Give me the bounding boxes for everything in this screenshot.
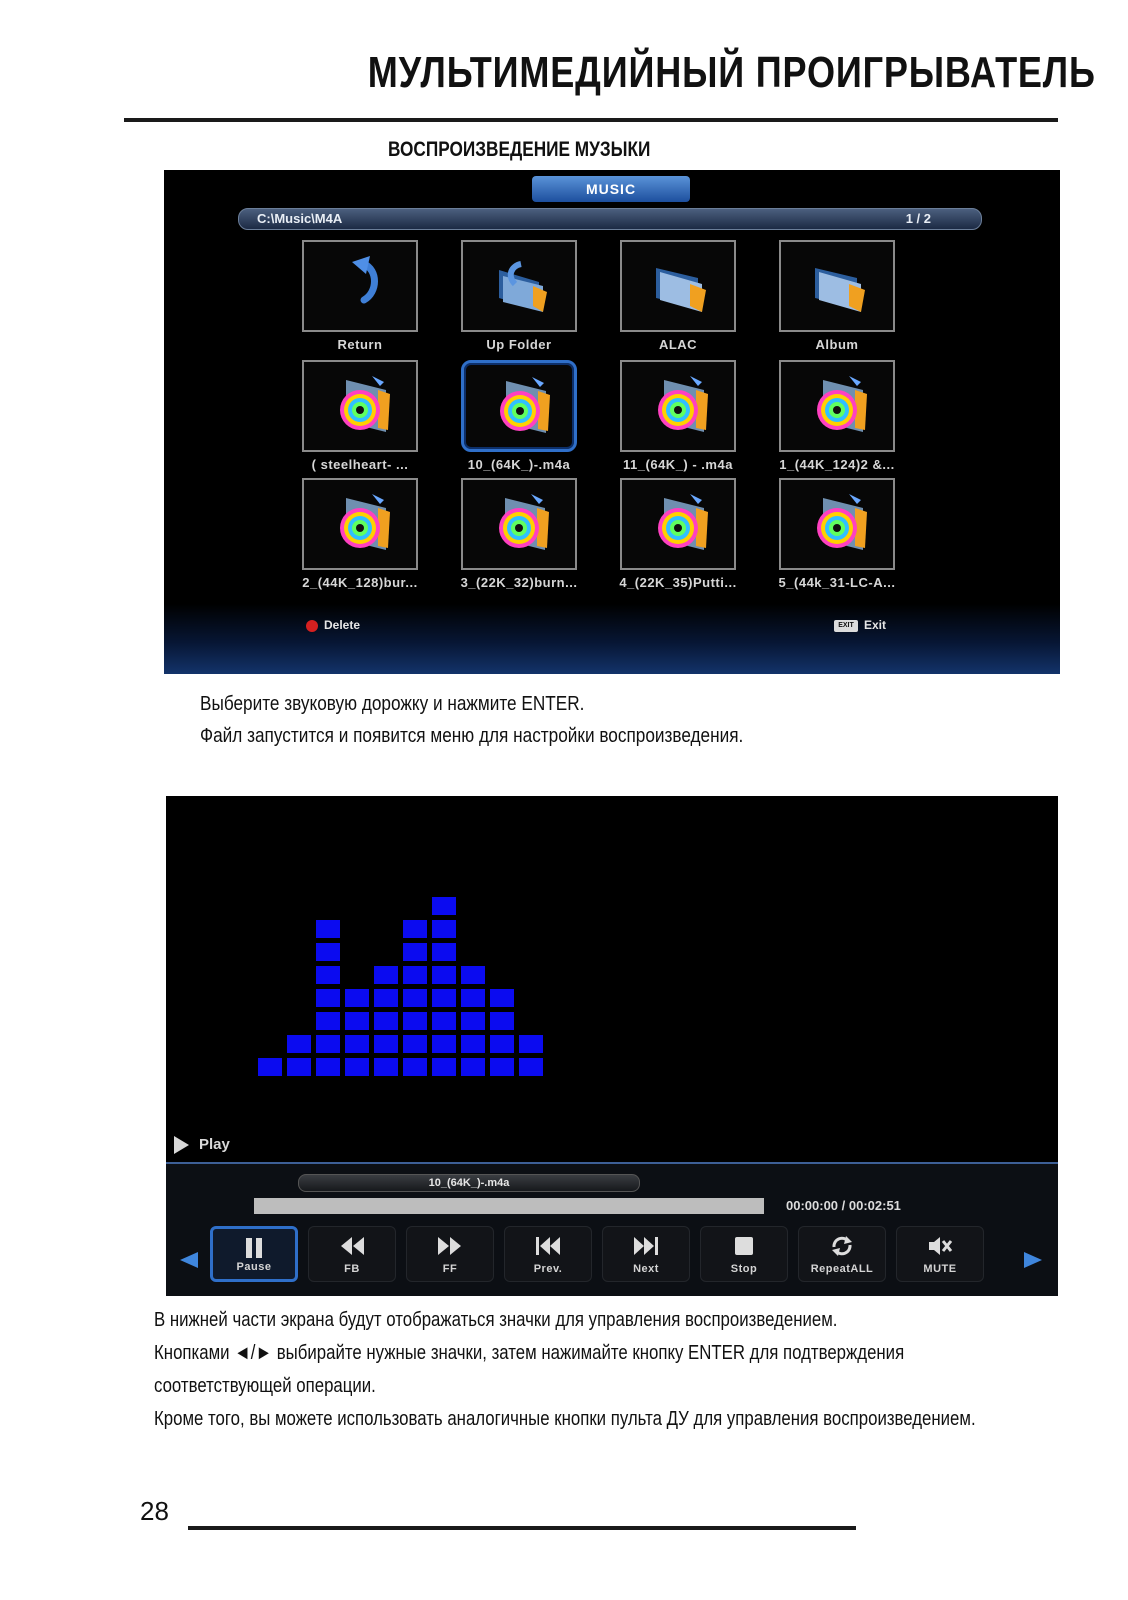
control-stop-button[interactable] [700, 1226, 788, 1282]
equalizer-bar-segment [374, 989, 398, 1007]
file-tile-label: 5_(44k_31-LC-A... [778, 575, 896, 590]
equalizer-bar-segment [345, 1058, 369, 1076]
file-tile-label: Up Folder [486, 337, 552, 352]
delete-label: Delete [324, 618, 361, 632]
control-label: Stop [730, 1263, 758, 1275]
file-tile-label: 1_(44K_124)2 &... [779, 457, 895, 472]
progress-bar[interactable] [254, 1198, 764, 1214]
file-tile[interactable] [620, 360, 736, 452]
instruction-line: Кроме того, вы можете использовать аналогичные кнопки пульта ДУ для управления воспроизведением. [154, 1408, 976, 1430]
control-label: Next [633, 1263, 659, 1275]
equalizer-bar-segment [403, 1058, 427, 1076]
equalizer-bar-segment [374, 1058, 398, 1076]
control-label: FB [344, 1263, 360, 1275]
page-number: 28 [140, 1496, 169, 1526]
control-fast-forward-button[interactable] [406, 1226, 494, 1282]
footer-divider [188, 1526, 856, 1530]
instructions-controls [154, 1304, 976, 1436]
file-tile[interactable] [461, 478, 577, 570]
page-title: МУЛЬТИМЕДИЙНЫЙ ПРОИГРЫВАТЕЛЬ [368, 48, 1096, 97]
current-path: C:\Music\M4A [257, 211, 343, 226]
control-fast-backward-button[interactable] [308, 1226, 396, 1282]
equalizer-bar-segment [461, 966, 485, 984]
equalizer-bar-segment [403, 920, 427, 938]
equalizer-bar-segment [316, 1058, 340, 1076]
equalizer-bar-segment [258, 1058, 282, 1076]
equalizer-bar-segment [403, 1012, 427, 1030]
play-icon [174, 1136, 189, 1154]
control-label: Prev. [533, 1263, 563, 1275]
return-icon [334, 256, 390, 314]
equalizer-bar-segment [432, 920, 456, 938]
equalizer-bar-segment [287, 1035, 311, 1053]
red-button-icon [306, 620, 318, 632]
file-tile[interactable] [461, 360, 577, 452]
instruction-line: В нижней части экрана будут отображаться значки для управления воспроизведением. [154, 1309, 838, 1331]
control-label: Pause [236, 1261, 272, 1273]
music-file-icon [809, 372, 869, 438]
file-tile[interactable] [302, 360, 418, 452]
file-tile-label: 11_(64K_) - .m4a [623, 457, 733, 472]
scroll-left-icon[interactable] [180, 1252, 198, 1268]
title-divider [124, 118, 1058, 122]
equalizer-bar-segment [461, 1012, 485, 1030]
music-file-icon [491, 490, 551, 556]
file-tile-label: 3_(22K_32)burn... [460, 575, 578, 590]
file-tile-label: 2_(44K_128)bur... [302, 575, 418, 590]
exit-key-icon: EXIT [834, 620, 858, 632]
instruction-line: Файл запустится и появится меню для настройки воспроизведения. [200, 725, 744, 747]
file-tile[interactable] [620, 240, 736, 332]
equalizer-bar-segment [403, 1035, 427, 1053]
time-readout: 00:00:00 / 00:02:51 [786, 1198, 901, 1213]
control-label: RepeatALL [810, 1263, 874, 1275]
equalizer-bar-segment [432, 1058, 456, 1076]
folder-icon [652, 256, 708, 314]
page-indicator: 1 / 2 [905, 211, 931, 226]
music-file-icon [650, 490, 710, 556]
control-mute-button[interactable] [896, 1226, 984, 1282]
exit-label: Exit [864, 618, 887, 632]
music-tab[interactable]: MUSIC [532, 176, 690, 202]
equalizer-bar-segment [432, 1012, 456, 1030]
file-tile[interactable] [461, 240, 577, 332]
equalizer-bar-segment [316, 1012, 340, 1030]
file-tile-label: ALAC [658, 337, 698, 352]
music-player-screen [166, 796, 1058, 1296]
instructions-select-track [200, 688, 743, 752]
scroll-right-icon[interactable] [1024, 1252, 1042, 1268]
file-tile-label: ( steelheart- ... [311, 457, 409, 472]
equalizer-bar-segment [519, 1058, 543, 1076]
section-title: ВОСПРОИЗВЕДЕНИЕ МУЗЫКИ [388, 138, 651, 161]
music-file-icon [650, 372, 710, 438]
instruction-line: Кнопками ◄/► выбирайте нужные значки, затем нажимайте кнопку ENTER для подтверждения [154, 1342, 905, 1364]
equalizer-bar-segment [490, 989, 514, 1007]
exit-button[interactable] [834, 618, 886, 632]
equalizer-bar-segment [316, 920, 340, 938]
file-tile[interactable] [779, 240, 895, 332]
equalizer-bar-segment [316, 966, 340, 984]
control-pause-button[interactable] [210, 1226, 298, 1282]
equalizer-bar-segment [461, 989, 485, 1007]
file-tile-label: 10_(64K_)-.m4a [467, 457, 571, 472]
equalizer-bar-segment [432, 1035, 456, 1053]
equalizer-bar-segment [345, 989, 369, 1007]
file-tile[interactable] [302, 478, 418, 570]
file-tile[interactable] [620, 478, 736, 570]
control-label: FF [442, 1263, 458, 1275]
music-file-icon [492, 373, 552, 439]
track-name-bar [298, 1174, 640, 1192]
equalizer-bar-segment [490, 1012, 514, 1030]
control-panel [166, 1162, 1058, 1296]
equalizer-bar-segment [461, 1035, 485, 1053]
equalizer-bar-segment [316, 943, 340, 961]
file-tile-label: 4_(22K_35)Putti... [619, 575, 737, 590]
equalizer-bar-segment [287, 1058, 311, 1076]
file-tile-label: Album [815, 337, 859, 352]
path-bar [238, 208, 982, 230]
equalizer-bar-segment [461, 1058, 485, 1076]
equalizer-bar-segment [374, 966, 398, 984]
equalizer-bar-segment [490, 1035, 514, 1053]
instruction-line: Выберите звуковую дорожку и нажмите ENTER. [200, 693, 585, 715]
up-folder-icon [493, 256, 549, 314]
browser-bottom-gradient [164, 604, 1060, 674]
delete-button[interactable] [306, 618, 360, 632]
music-browser-screen [164, 170, 1060, 674]
control-previous-button[interactable] [504, 1226, 592, 1282]
equalizer-bar-segment [519, 1035, 543, 1053]
music-file-icon [332, 372, 392, 438]
file-tile-label: Return [337, 337, 383, 352]
equalizer-bar-segment [374, 1035, 398, 1053]
equalizer-bar-segment [374, 1012, 398, 1030]
equalizer-bar-segment [432, 897, 456, 915]
file-tile[interactable] [779, 478, 895, 570]
music-file-icon [332, 490, 392, 556]
equalizer-bar-segment [316, 1035, 340, 1053]
control-label: MUTE [923, 1263, 957, 1275]
file-tile[interactable] [779, 360, 895, 452]
music-file-icon [809, 490, 869, 556]
file-tile[interactable] [302, 240, 418, 332]
control-repeat-button[interactable] [798, 1226, 886, 1282]
equalizer-bar-segment [345, 1012, 369, 1030]
track-name: 10_(64K_)-.m4a [428, 1177, 510, 1189]
play-state [174, 1136, 230, 1154]
equalizer-bar-segment [345, 1035, 369, 1053]
equalizer-bar-segment [403, 989, 427, 1007]
equalizer-bar-segment [490, 1058, 514, 1076]
equalizer-bar-segment [403, 966, 427, 984]
instruction-line: соответствующей операции. [154, 1375, 376, 1397]
equalizer-bar-segment [432, 966, 456, 984]
folder-icon [811, 256, 867, 314]
equalizer-bar-segment [432, 989, 456, 1007]
control-next-button[interactable] [602, 1226, 690, 1282]
equalizer-bar-segment [432, 943, 456, 961]
equalizer-bar-segment [316, 989, 340, 1007]
equalizer-bar-segment [403, 943, 427, 961]
play-state-label: Play [199, 1136, 230, 1153]
